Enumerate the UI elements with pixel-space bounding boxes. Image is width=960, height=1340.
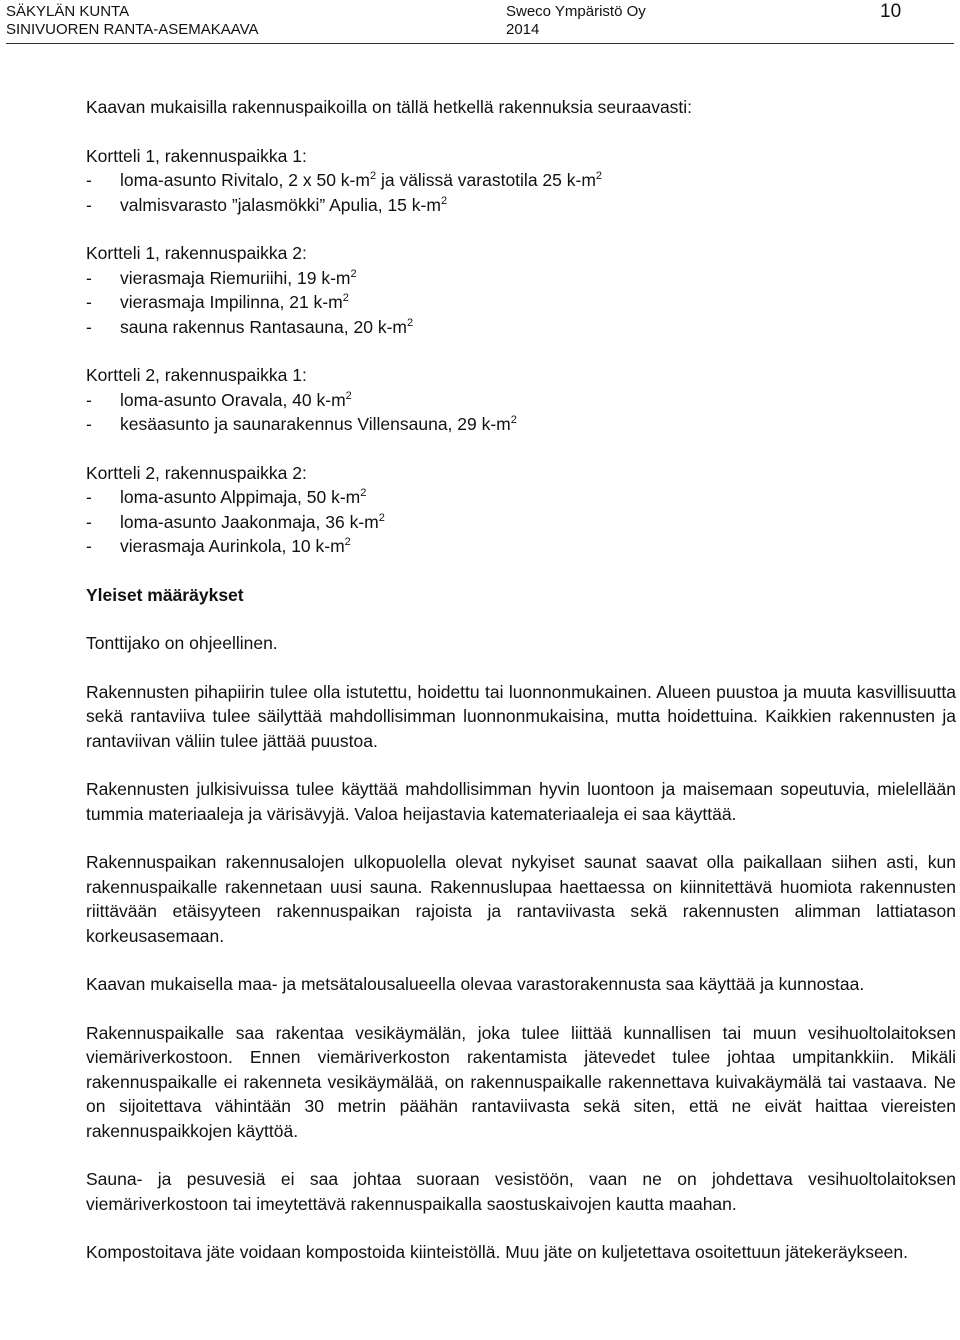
list-item [86, 510, 956, 535]
plan-name: SINIVUOREN RANTA-ASEMAKAAVA [6, 21, 259, 38]
list-dash: - [86, 414, 92, 434]
paragraph-waste: Kompostoitava jäte voidaan kompostoida kiinteistöllä. Muu jäte on kuljetettava osoitettuun jätekeräykseen. [86, 1242, 909, 1262]
unit-superscript: 2 [406, 316, 414, 329]
block-heading: Kortteli 2, rakennuspaikka 1: [86, 365, 307, 385]
block-heading: Kortteli 1, rakennuspaikka 2: [86, 243, 307, 263]
document-body [86, 95, 956, 1289]
author-name: Sweco Ympäristö Oy [506, 3, 646, 20]
paragraph-toilets: Rakennuspaikalle saa rakentaa vesikäymälän, joka tulee liittää kunnallisen tai muun vesihuoltolaitoksen viemäriverkostoon. Ennen viemäriverkoston rakentamista jätevedet tulee johtaa umpitankkiin. Mikäli rakennuspaikalle ei rakenneta vesikäymälää, on rakennuspaikalle rakennettava kuivakäymälä tai vastaava. Ne on sijoitettava vähintään 30 metrin päähän rantaviivasta sekä siten, että ne eivät haittaa viereisten rakennuspaikkojen käyttöä. [86, 1022, 956, 1141]
list-item [86, 290, 956, 315]
list-item [86, 388, 956, 413]
document-year: 2014 [506, 21, 540, 38]
block-heading: Kortteli 1, rakennuspaikka 1: [86, 145, 307, 166]
unit-superscript: 2 [510, 414, 517, 426]
building-list [86, 144, 956, 559]
block-4 [86, 461, 956, 559]
item-text: valmisvarasto ”jalasmökki” Apulia, 15 k-m [120, 194, 441, 215]
paragraph-facades: Rakennusten julkisivuissa tulee käyttää mahdollisimman hyvin luontoon ja maisemaan sopeutuvia, mielellään tummia materiaaleja ja värisävyjä. Valoa heijastavia katemateriaaleja ei saa käyttää. [86, 779, 956, 824]
document-header-center [506, 3, 646, 39]
item-text: sauna rakennus Rantasauna, 20 k-m [120, 316, 407, 337]
block-heading: Kortteli 2, rakennuspaikka 2: [86, 462, 307, 483]
item-text: loma-asunto Oravala, 40 k-m [120, 389, 346, 410]
item-text: loma-asunto Rivitalo, 2 x 50 k-m [120, 170, 370, 190]
section-heading: Yleiset määräykset [86, 584, 244, 605]
item-text-continued: ja välissä varastotila 25 k-m [376, 170, 596, 190]
paragraph-wastewater: Sauna- ja pesuvesiä ei saa johtaa suoraan vesistöön, vaan ne on johdettava vesihuoltolaitoksen viemäriverkostoon tai imeytettävä rakennuspaikalla saostuskaivojen kautta maahan. [86, 1169, 956, 1214]
item-text: loma-asunto Jaakonmaja, 36 k-m [120, 511, 379, 532]
item-text: vierasmaja Aurinkola, 10 k-m [120, 536, 345, 556]
intro-paragraph: Kaavan mukaisilla rakennuspaikoilla on tällä hetkellä rakennuksia seuraavasti: [86, 97, 693, 117]
paragraph-plot-division: Tonttijako on ohjeellinen. [86, 633, 278, 653]
list-item [86, 193, 956, 218]
paragraph-saunas: Rakennuspaikan rakennusalojen ulkopuolella olevat nykyiset saunat saavat olla paikallaan siihen asti, kun rakennuspaikalle rakennetaan uusi sauna. Rakennuslupaa haettaessa on kiinnitettävä huomiota rakennusten riittävään etäisyyteen rakennuspaikan rajoista ja rantaviivasta sekä rakennusten alimman lattiatason korkeusasemaan. [86, 852, 956, 946]
header-divider [6, 43, 954, 44]
list-dash: - [86, 170, 92, 190]
page-number: 10 [880, 1, 902, 22]
block-3 [86, 363, 956, 437]
unit-superscript: 2 [595, 170, 603, 182]
unit-superscript: 2 [360, 487, 367, 499]
paragraph-yard-vegetation: Rakennusten pihapiirin tulee olla istutettu, hoidettu tai luonnonmukainen. Alueen puustoa ja muuta kasvillisuutta sekä rantaviiva tulee säilyttää mahdollisimman luonnonmukaisina, mutta hoidettuina. Kaikkien rakennusten ja rantaviivan väliin tulee jättää puustoa. [86, 681, 956, 751]
block-2 [86, 241, 956, 339]
list-item [86, 266, 956, 291]
unit-superscript: 2 [350, 267, 357, 280]
list-item [86, 485, 956, 510]
block-1 [86, 144, 956, 218]
list-item [86, 168, 956, 193]
list-dash: - [86, 389, 92, 410]
list-item [86, 534, 956, 559]
unit-superscript: 2 [344, 536, 351, 548]
item-text: vierasmaja Impilinna, 21 k-m [120, 292, 343, 312]
document-header-left [6, 3, 259, 39]
item-text: loma-asunto Alppimaja, 50 k-m [120, 487, 361, 507]
list-item [86, 315, 956, 340]
list-dash: - [86, 511, 92, 532]
unit-superscript: 2 [378, 511, 385, 524]
list-dash: - [86, 292, 92, 312]
municipality-name: SÄKYLÄN KUNTA [6, 3, 130, 20]
list-dash: - [86, 536, 92, 556]
unit-superscript: 2 [345, 389, 352, 402]
item-text: vierasmaja Riemuriihi, 19 k-m [120, 267, 351, 288]
list-item [86, 412, 956, 437]
unit-superscript: 2 [342, 292, 349, 304]
paragraph-storage-building: Kaavan mukaisella maa- ja metsätalousalueella olevaa varastorakennusta saa käyttää ja kunnostaa. [86, 974, 865, 994]
list-dash: - [86, 487, 92, 507]
unit-superscript: 2 [440, 194, 448, 207]
list-dash: - [86, 267, 92, 288]
item-text: kesäasunto ja saunarakennus Villensauna, 29 k-m [120, 414, 511, 434]
list-dash: - [86, 316, 92, 337]
list-dash: - [86, 194, 92, 215]
unit-superscript: 2 [369, 170, 377, 182]
